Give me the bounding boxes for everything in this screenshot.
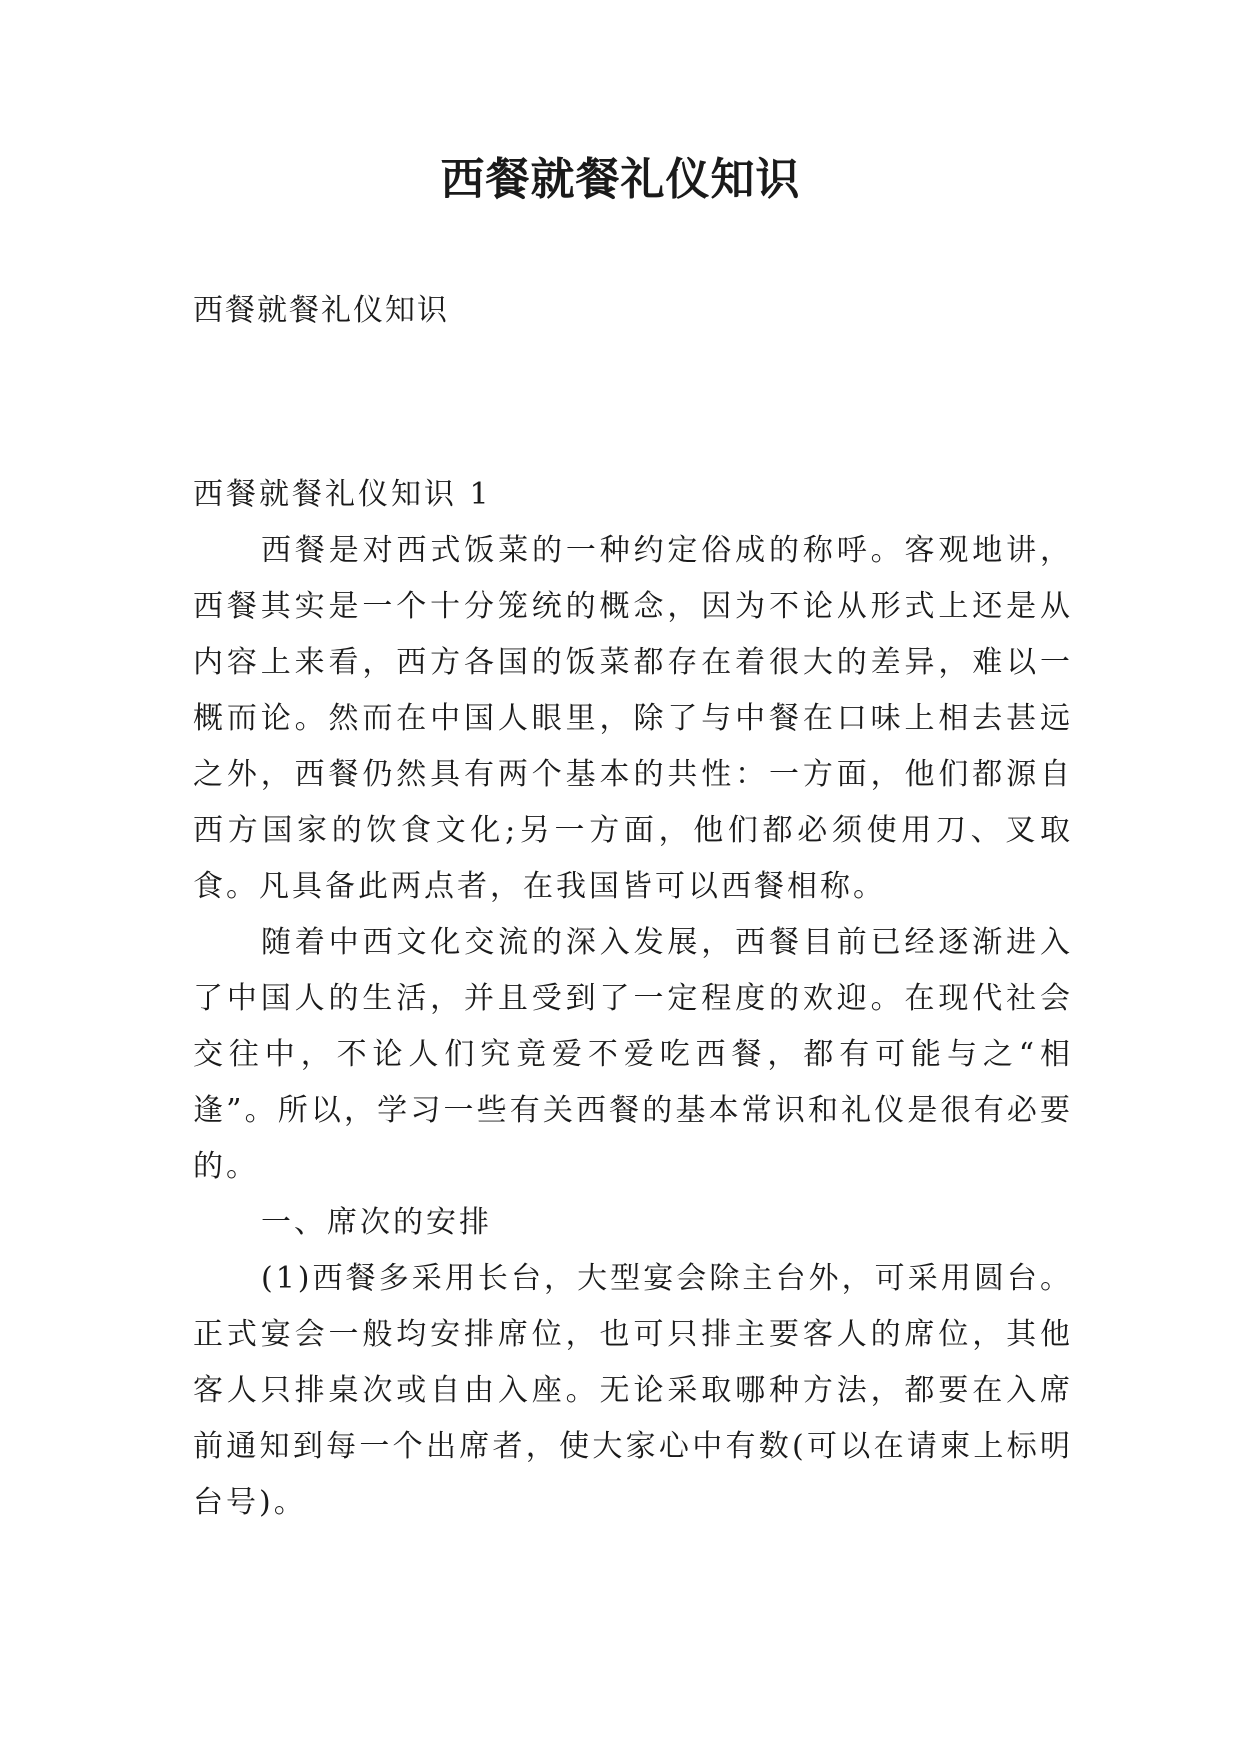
- paragraph-seating-rule-1: (1)西餐多采用长台，大型宴会除主台外，可采用圆台。正式宴会一般均安排席位，也可只排主要客人的席位，其他客人只排桌次或自由入座。无论采取哪种方法，都要在入席前通知到每一个出席者，使大家心中有数(可以在请柬上标明台号)。: [193, 1261, 1073, 1520]
- paragraph-intro: 西餐是对西式饭菜的一种约定俗成的称呼。客观地讲，西餐其实是一个十分笼统的概念，因为不论从形式上还是从内容上来看，西方各国的饭菜都存在着很大的差异，难以一概而论。然而在中国人眼里，除了与中餐在口味上相去甚远之外，西餐仍然具有两个基本的共性：一方面，他们都源自西方国家的饮食文化;另一方面，他们都必须使用刀、叉取食。凡具备此两点者，在我国皆可以西餐相称。: [193, 533, 1073, 904]
- document-body: [193, 467, 1073, 1531]
- document-title: 西餐就餐礼仪知识: [440, 154, 801, 205]
- paragraph-development: 随着中西文化交流的深入发展，西餐目前已经逐渐进入了中国人的生活，并且受到了一定程度的欢迎。在现代社会交往中，不论人们究竟爱不爱吃西餐，都有可能与之“相逢”。所以，学习一些有关西餐的基本常识和礼仪是很有必要的。: [193, 925, 1073, 1184]
- section-heading: 西餐就餐礼仪知识 1: [193, 477, 492, 512]
- document-subtitle: 西餐就餐礼仪知识: [193, 293, 449, 328]
- subsection-heading-seating: 一、席次的安排: [261, 1205, 492, 1240]
